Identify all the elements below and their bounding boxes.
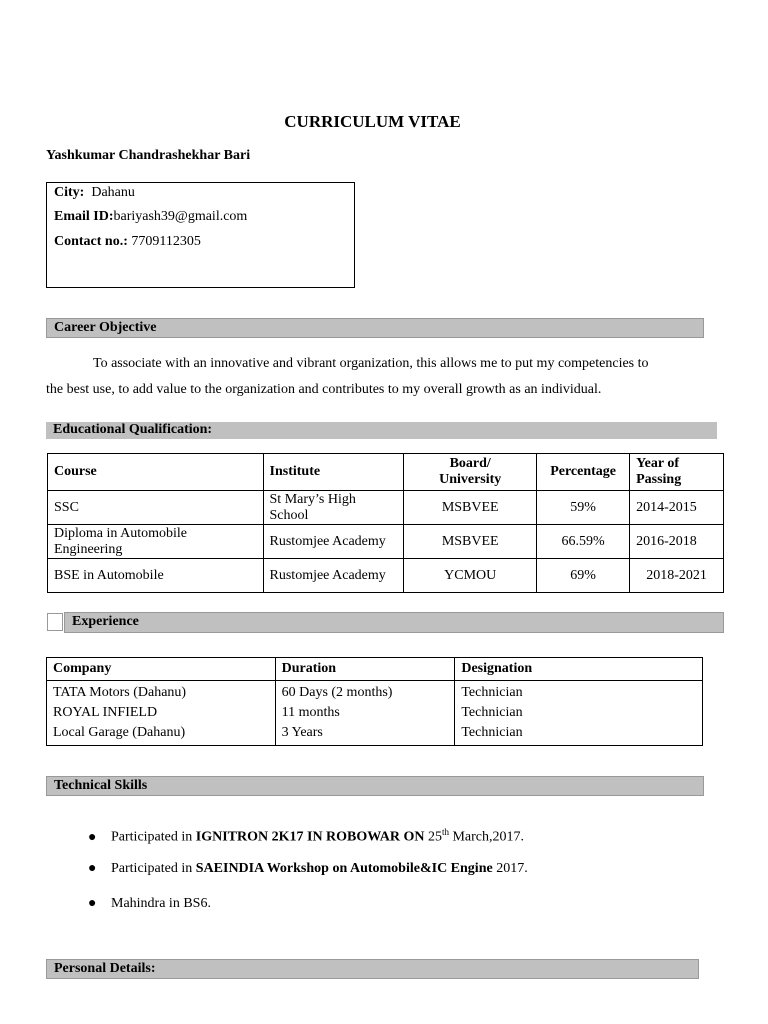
contact-box <box>46 182 355 288</box>
col-year: Year of Passing <box>630 454 724 491</box>
skill-text: Mahindra in BS6. <box>111 896 211 911</box>
email-label: Email ID: <box>54 209 114 224</box>
col-course: Course <box>48 454 264 491</box>
table-row <box>48 525 724 559</box>
percentage-cell: 69% <box>537 559 630 593</box>
board-cell: YCMOU <box>404 559 537 593</box>
bullet-icon: ● <box>88 861 97 876</box>
career-objective-heading: Career Objective <box>46 318 704 338</box>
year-cell: 2014-2015 <box>630 491 724 525</box>
skill-bold-text: IGNITRON 2K17 IN ROBOWAR ON <box>195 829 425 845</box>
city-label: City: <box>54 185 85 200</box>
col-institute: Institute <box>263 454 404 491</box>
course-cell: Diploma in Automobile Engineering <box>48 525 264 559</box>
bullet-icon: ● <box>88 829 97 845</box>
institute-cell: Rustomjee Academy <box>263 559 404 593</box>
experience-table <box>46 657 703 746</box>
col-board: Board/ University <box>404 454 537 491</box>
designation-value: Technician <box>461 685 523 700</box>
skill-bold-text: SAEINDIA Workshop on Automobile&IC Engine <box>195 861 493 876</box>
course-cell: SSC <box>48 491 264 525</box>
col-percentage: Percentage <box>537 454 630 491</box>
list-item <box>88 827 524 846</box>
table-row <box>48 559 724 593</box>
col-company: Company <box>47 658 276 681</box>
list-item <box>88 861 528 877</box>
document-title: CURRICULUM VITAE <box>284 112 461 131</box>
skill-text: 2017. <box>492 861 528 876</box>
skill-text: Participated in <box>111 829 196 845</box>
table-row <box>47 681 703 746</box>
experience-heading-row <box>46 612 724 633</box>
company-cell <box>47 681 276 746</box>
skill-text: Participated in <box>111 861 196 876</box>
board-cell: MSBVEE <box>404 525 537 559</box>
designation-cell <box>455 681 703 746</box>
duration-value: 11 months <box>281 705 340 720</box>
institute-cell: Rustomjee Academy <box>263 525 404 559</box>
col-designation: Designation <box>455 658 703 681</box>
email-value: bariyash39@gmail.com <box>113 209 248 224</box>
education-table <box>47 453 724 593</box>
list-item <box>88 896 211 912</box>
phone-label: Contact no.: <box>54 234 128 249</box>
year-cell: 2016-2018 <box>630 525 724 559</box>
company-name: Local Garage (Dahanu) <box>53 725 186 740</box>
city-value: Dahanu <box>91 185 135 200</box>
institute-cell: St Mary’s High School <box>263 491 404 525</box>
designation-value: Technician <box>461 725 523 740</box>
duration-value: 3 Years <box>281 725 323 740</box>
personal-details-heading: Personal Details: <box>46 959 699 979</box>
phone-value: 7709112305 <box>131 234 201 249</box>
education-heading: Educational Qualification: <box>46 422 717 439</box>
course-cell: BSE in Automobile <box>48 559 264 593</box>
skill-text: March,2017. <box>448 829 525 845</box>
checkbox-icon <box>47 613 63 631</box>
education-header-row <box>48 454 724 491</box>
city-line <box>54 185 135 201</box>
year-cell: 2018-2021 <box>630 559 724 593</box>
technical-skills-heading: Technical Skills <box>46 776 704 796</box>
career-objective-line-1: To associate with an innovative and vibrant organization, this allows me to put my competencies to <box>93 356 649 371</box>
percentage-cell: 59% <box>537 491 630 525</box>
col-duration: Duration <box>275 658 455 681</box>
career-objective-line-2: the best use, to add value to the organization and contributes to my overall growth as an individual. <box>46 382 602 397</box>
experience-header-row <box>47 658 703 681</box>
phone-line <box>54 234 201 250</box>
bullet-icon: ● <box>88 896 97 911</box>
duration-cell <box>275 681 455 746</box>
table-row <box>48 491 724 525</box>
designation-value: Technician <box>461 705 523 720</box>
board-cell: MSBVEE <box>404 491 537 525</box>
experience-heading: Experience <box>64 612 724 633</box>
duration-value: 60 Days (2 months) <box>281 685 393 700</box>
percentage-cell: 66.59% <box>537 525 630 559</box>
company-name: ROYAL INFIELD <box>53 705 158 720</box>
candidate-name: Yashkumar Chandrashekhar Bari <box>46 148 251 163</box>
skill-text: 25 <box>424 829 442 845</box>
company-name: TATA Motors (Dahanu) <box>53 685 187 700</box>
ordinal-suffix: th <box>441 827 449 837</box>
email-line <box>54 209 247 225</box>
